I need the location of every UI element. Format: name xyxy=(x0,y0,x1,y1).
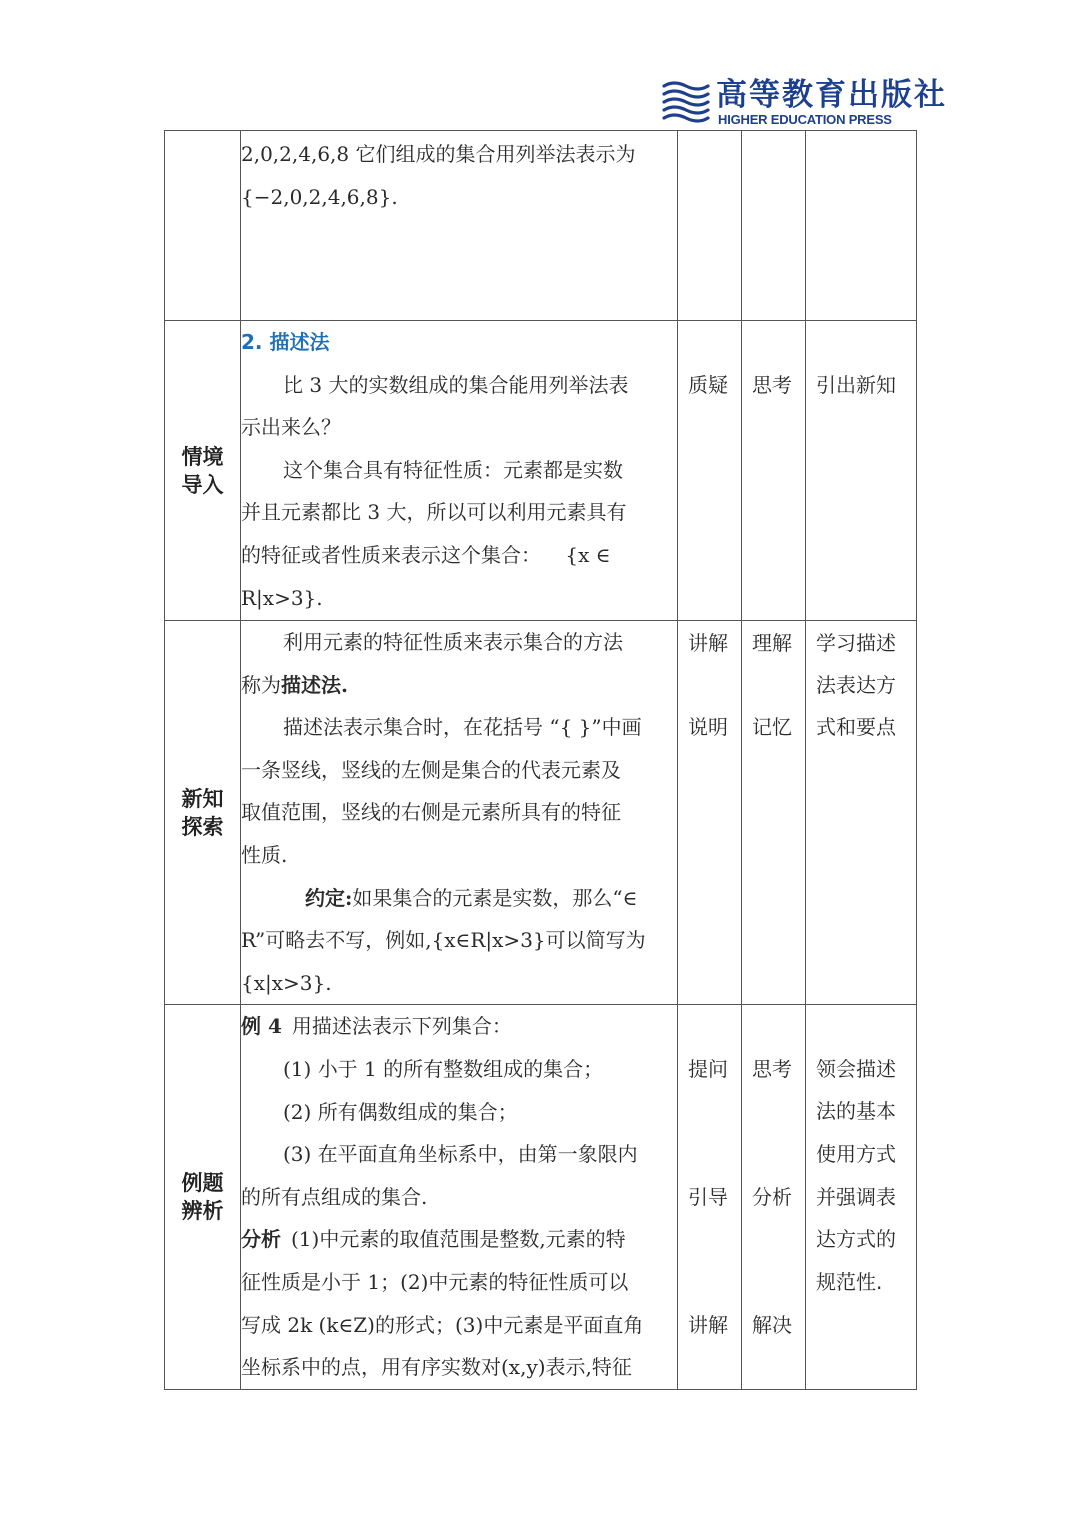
content-cell xyxy=(241,131,678,321)
content-line: (2) 所有偶数组成的集合； xyxy=(283,1099,518,1124)
content-line: R”可略去不写，例如,{x∈R|x>3}可以简写为 xyxy=(241,928,646,953)
stage-label: 辨析 xyxy=(181,1199,224,1224)
teacher-activity-cell: 讲解 说明 xyxy=(678,621,742,1005)
student-activity-cell xyxy=(742,131,806,321)
stage-cell xyxy=(165,321,241,621)
table-row xyxy=(165,1005,917,1389)
publisher-logo-icon xyxy=(660,78,712,124)
design-intent-cell: 领会描述 法的基本 使用方式 并强调表 达方式的 规范性. xyxy=(806,1005,917,1389)
content-line: 约定:如果集合的元素是实数，那么“∈ xyxy=(305,885,638,910)
content-line: 并且元素都比 3 大，所以可以利用元素具有 xyxy=(241,500,627,525)
stage-cell xyxy=(165,131,241,321)
teacher-activity-cell: 提问 引导 讲解 xyxy=(678,1005,742,1389)
content-line: 示出来么？ xyxy=(241,415,341,440)
publisher-logo xyxy=(660,76,947,130)
table-row xyxy=(165,321,917,621)
content-line: {x|x>3}. xyxy=(241,970,332,995)
content-line: 2,0,2,4,6,8 它们组成的集合用列举法表示为 xyxy=(241,142,636,166)
design-intent-cell xyxy=(806,131,917,321)
content-line: (1) 小于 1 的所有整数组成的集合； xyxy=(283,1056,604,1081)
content-line: {−2,0,2,4,6,8}. xyxy=(241,184,398,209)
content-line: 描述法表示集合时，在花括号 “{ }”中画 xyxy=(283,715,642,740)
student-activity-cell: 理解 记忆 xyxy=(742,621,806,1005)
teacher-activity-cell xyxy=(678,131,742,321)
lesson-plan-table xyxy=(164,130,917,1390)
table-row xyxy=(165,621,917,1005)
content-line: 一条竖线，竖线的左侧是集合的代表元素及 xyxy=(241,757,621,782)
design-intent-cell: 学习描述 法表达方 式和要点 xyxy=(806,621,917,1005)
content-line: 比 3 大的实数组成的集合能用列举法表 xyxy=(283,372,629,397)
content-line: 取值范围，竖线的右侧是元素所具有的特征 xyxy=(241,800,621,825)
section-heading: 2. 描述法 xyxy=(241,330,330,354)
stage-label: 情境 xyxy=(181,444,224,469)
content-line: 分析 (1)中元素的取值范围是整数,元素的特 xyxy=(241,1227,626,1252)
content-line: 这个集合具有特征性质：元素都是实数 xyxy=(283,457,623,482)
content-line: 征性质是小于 1；(2)中元素的特征性质可以 xyxy=(241,1269,629,1294)
table-row xyxy=(165,131,917,321)
stage-label: 例题 xyxy=(181,1171,224,1196)
content-line: 的所有点组成的集合. xyxy=(241,1184,428,1209)
content-line: 例 4 用描述法表示下列集合： xyxy=(241,1014,512,1039)
content-line: 利用元素的特征性质来表示集合的方法 xyxy=(283,630,623,654)
design-intent-cell: 引出新知 xyxy=(806,321,917,621)
content-cell xyxy=(241,321,678,621)
student-activity-cell: 思考 xyxy=(742,321,806,621)
publisher-name-cn: 高等教育出版社 xyxy=(716,77,947,113)
teacher-activity-cell: 质疑 xyxy=(678,321,742,621)
stage-cell xyxy=(165,621,241,1005)
content-line: 的特征或者性质来表示这个集合： {x ∈ xyxy=(241,542,611,567)
student-activity-cell: 思考 分析 解决 xyxy=(742,1005,806,1389)
stage-cell xyxy=(165,1005,241,1389)
content-line: 性质. xyxy=(241,842,288,867)
content-line: 坐标系中的点，用有序实数对(x,y)表示,特征 xyxy=(241,1355,632,1380)
publisher-name-en: HIGHER EDUCATION PRESS xyxy=(718,112,892,127)
content-line: R|x>3}. xyxy=(241,585,323,610)
content-line: 称为描述法. xyxy=(241,672,348,697)
stage-label: 新知 xyxy=(181,786,224,811)
content-cell xyxy=(241,621,678,1005)
content-line: 写成 2k (k∈Z)的形式；(3)中元素是平面直角 xyxy=(241,1312,644,1337)
content-line: (3) 在平面直角坐标系中，由第一象限内 xyxy=(283,1142,638,1167)
stage-label: 导入 xyxy=(181,472,224,497)
stage-label: 探索 xyxy=(181,814,224,839)
content-cell xyxy=(241,1005,678,1389)
